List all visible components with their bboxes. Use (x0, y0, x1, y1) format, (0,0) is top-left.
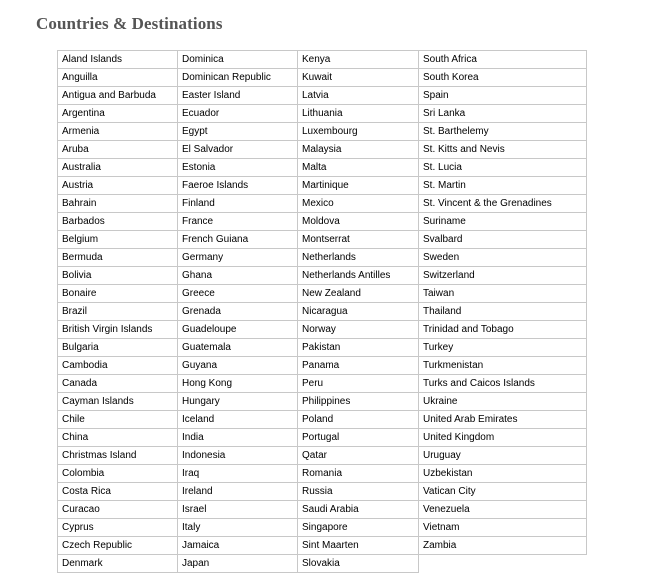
country-cell: Bonaire (58, 285, 178, 303)
country-cell: Malta (298, 159, 419, 177)
country-cell: Ukraine (419, 393, 587, 411)
country-cell: Hong Kong (178, 375, 298, 393)
table-row (58, 429, 587, 447)
country-cell: Kenya (298, 51, 419, 69)
table-row (58, 141, 587, 159)
country-cell: Turks and Caicos Islands (419, 375, 587, 393)
country-cell: Moldova (298, 213, 419, 231)
country-cell: Zambia (419, 537, 587, 555)
country-cell: Trinidad and Tobago (419, 321, 587, 339)
country-cell: Switzerland (419, 267, 587, 285)
country-cell: India (178, 429, 298, 447)
country-cell: Latvia (298, 87, 419, 105)
country-cell: Cambodia (58, 357, 178, 375)
table-row (58, 105, 587, 123)
country-cell: Taiwan (419, 285, 587, 303)
country-cell: Netherlands (298, 249, 419, 267)
country-cell: St. Kitts and Nevis (419, 141, 587, 159)
table-row (58, 393, 587, 411)
table-row (58, 519, 587, 537)
country-cell: Portugal (298, 429, 419, 447)
country-cell: South Korea (419, 69, 587, 87)
country-cell: French Guiana (178, 231, 298, 249)
country-cell: Antigua and Barbuda (58, 87, 178, 105)
country-cell: Estonia (178, 159, 298, 177)
country-cell: Singapore (298, 519, 419, 537)
country-cell: Vatican City (419, 483, 587, 501)
country-cell (419, 555, 587, 573)
country-cell: Sri Lanka (419, 105, 587, 123)
table-row (58, 267, 587, 285)
table-row (58, 123, 587, 141)
country-cell: Uruguay (419, 447, 587, 465)
country-cell: Japan (178, 555, 298, 573)
country-cell: St. Barthelemy (419, 123, 587, 141)
table-row (58, 375, 587, 393)
table-row (58, 465, 587, 483)
country-cell: Pakistan (298, 339, 419, 357)
country-cell: Guatemala (178, 339, 298, 357)
table-row (58, 285, 587, 303)
table-row (58, 87, 587, 105)
country-cell: Panama (298, 357, 419, 375)
country-cell: Colombia (58, 465, 178, 483)
country-cell: Bulgaria (58, 339, 178, 357)
country-cell: Armenia (58, 123, 178, 141)
country-cell: Greece (178, 285, 298, 303)
country-cell: Finland (178, 195, 298, 213)
country-cell: Venezuela (419, 501, 587, 519)
country-cell: Cyprus (58, 519, 178, 537)
country-cell: Curacao (58, 501, 178, 519)
country-cell: Grenada (178, 303, 298, 321)
table-row (58, 483, 587, 501)
country-cell: St. Vincent & the Grenadines (419, 195, 587, 213)
country-cell: Jamaica (178, 537, 298, 555)
country-cell: Kuwait (298, 69, 419, 87)
table-row (58, 321, 587, 339)
country-cell: France (178, 213, 298, 231)
country-cell: New Zealand (298, 285, 419, 303)
table-row (58, 303, 587, 321)
country-cell: British Virgin Islands (58, 321, 178, 339)
country-cell: Bermuda (58, 249, 178, 267)
country-cell: United Arab Emirates (419, 411, 587, 429)
table-row (58, 339, 587, 357)
table-row (58, 159, 587, 177)
country-cell: Belgium (58, 231, 178, 249)
country-cell: Germany (178, 249, 298, 267)
country-cell: Nicaragua (298, 303, 419, 321)
country-cell: Sweden (419, 249, 587, 267)
country-cell: Norway (298, 321, 419, 339)
country-cell: Denmark (58, 555, 178, 573)
country-cell: Guyana (178, 357, 298, 375)
country-cell: Romania (298, 465, 419, 483)
country-cell: Australia (58, 159, 178, 177)
country-cell: Spain (419, 87, 587, 105)
country-cell: Italy (178, 519, 298, 537)
country-cell: Russia (298, 483, 419, 501)
country-cell: Canada (58, 375, 178, 393)
country-cell: South Africa (419, 51, 587, 69)
country-cell: Ecuador (178, 105, 298, 123)
country-cell: St. Lucia (419, 159, 587, 177)
country-cell: Svalbard (419, 231, 587, 249)
table-row (58, 213, 587, 231)
table-row (58, 411, 587, 429)
country-cell: Israel (178, 501, 298, 519)
country-cell: Dominican Republic (178, 69, 298, 87)
country-cell: Guadeloupe (178, 321, 298, 339)
table-row (58, 357, 587, 375)
country-cell: Aland Islands (58, 51, 178, 69)
country-cell: Slovakia (298, 555, 419, 573)
table-row (58, 177, 587, 195)
country-cell: Thailand (419, 303, 587, 321)
country-cell: Chile (58, 411, 178, 429)
table-row (58, 501, 587, 519)
country-cell: Iceland (178, 411, 298, 429)
country-cell: Anguilla (58, 69, 178, 87)
country-cell: Argentina (58, 105, 178, 123)
country-cell: Turkmenistan (419, 357, 587, 375)
country-cell: Austria (58, 177, 178, 195)
destinations-table (57, 50, 587, 573)
country-cell: Costa Rica (58, 483, 178, 501)
table-row (58, 195, 587, 213)
table-row (58, 231, 587, 249)
country-cell: Brazil (58, 303, 178, 321)
country-cell: Mexico (298, 195, 419, 213)
country-cell: Cayman Islands (58, 393, 178, 411)
country-cell: Poland (298, 411, 419, 429)
country-cell: Luxembourg (298, 123, 419, 141)
country-cell: Uzbekistan (419, 465, 587, 483)
country-cell: Christmas Island (58, 447, 178, 465)
country-cell: Egypt (178, 123, 298, 141)
country-cell: Malaysia (298, 141, 419, 159)
country-cell: Turkey (419, 339, 587, 357)
destinations-table-body (58, 51, 587, 573)
country-cell: Bolivia (58, 267, 178, 285)
country-cell: Aruba (58, 141, 178, 159)
country-cell: Ireland (178, 483, 298, 501)
country-cell: Bahrain (58, 195, 178, 213)
country-cell: Czech Republic (58, 537, 178, 555)
country-cell: Suriname (419, 213, 587, 231)
country-cell: Martinique (298, 177, 419, 195)
country-cell: Netherlands Antilles (298, 267, 419, 285)
table-row (58, 69, 587, 87)
country-cell: Saudi Arabia (298, 501, 419, 519)
country-cell: China (58, 429, 178, 447)
country-cell: Easter Island (178, 87, 298, 105)
country-cell: St. Martin (419, 177, 587, 195)
country-cell: Lithuania (298, 105, 419, 123)
country-cell: Vietnam (419, 519, 587, 537)
country-cell: Sint Maarten (298, 537, 419, 555)
country-cell: Hungary (178, 393, 298, 411)
country-cell: Ghana (178, 267, 298, 285)
page-title: Countries & Destinations (36, 14, 223, 33)
country-cell: Dominica (178, 51, 298, 69)
table-row (58, 447, 587, 465)
country-cell: Indonesia (178, 447, 298, 465)
country-cell: Faeroe Islands (178, 177, 298, 195)
country-cell: Montserrat (298, 231, 419, 249)
country-cell: Barbados (58, 213, 178, 231)
country-cell: El Salvador (178, 141, 298, 159)
table-row (58, 51, 587, 69)
country-cell: Philippines (298, 393, 419, 411)
country-cell: Peru (298, 375, 419, 393)
table-row (58, 555, 587, 573)
country-cell: Qatar (298, 447, 419, 465)
table-row (58, 249, 587, 267)
country-cell: United Kingdom (419, 429, 587, 447)
table-row (58, 537, 587, 555)
country-cell: Iraq (178, 465, 298, 483)
